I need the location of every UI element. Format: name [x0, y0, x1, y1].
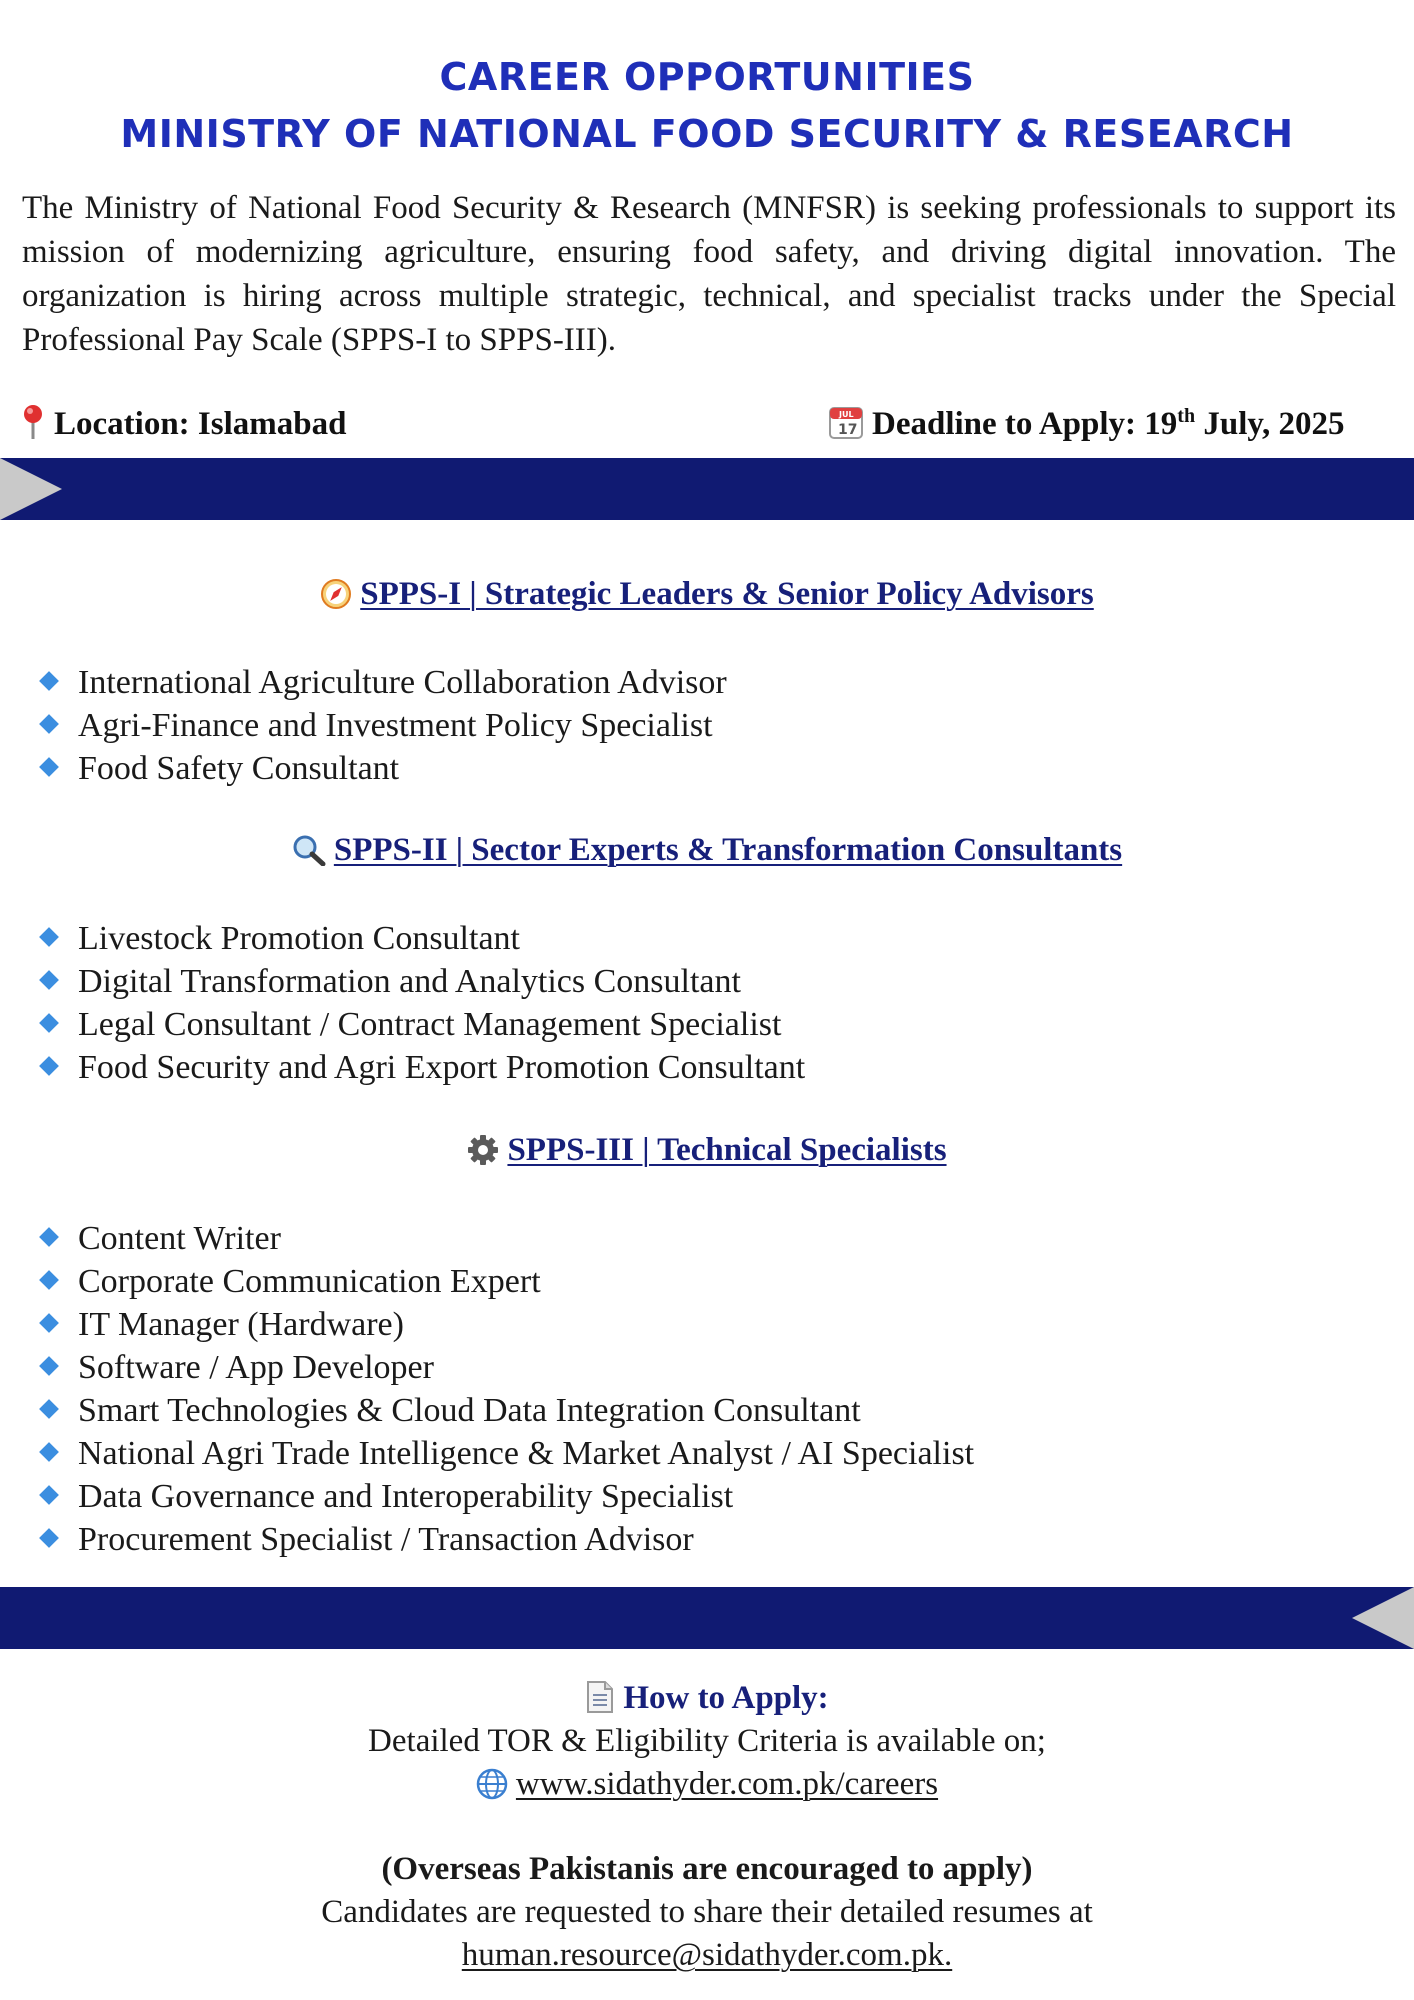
right-arrow-decoration	[1352, 1587, 1414, 1649]
section-heading-text: SPPS-I | Strategic Leaders & Senior Policy Advisors	[360, 576, 1094, 612]
intro-paragraph: The Ministry of National Food Security & Research (MNFSR) is seeking professionals to support its mission of modernizing agriculture, ensuring food safety, and driving digital innovation. The organization is hiring across multiple strategic, technical, and specialist tracks under the Special Professional Pay Scale (SPPS-I to SPPS-III).	[22, 190, 1396, 358]
section-heading-text: SPPS-III | Technical Specialists	[507, 1132, 947, 1168]
diamond-bullet-icon	[39, 1056, 59, 1076]
diamond-bullet-icon	[39, 671, 59, 691]
list-item: IT Manager (Hardware)	[38, 1303, 974, 1346]
spps-3-list	[38, 1217, 974, 1561]
diamond-bullet-icon	[39, 1442, 59, 1462]
list-item: Livestock Promotion Consultant	[38, 917, 805, 960]
pin-icon	[22, 404, 44, 440]
diamond-bullet-icon	[39, 1399, 59, 1419]
left-arrow-decoration	[0, 458, 62, 520]
list-item: Digital Transformation and Analytics Consultant	[38, 960, 805, 1003]
section-heading-spps-1	[0, 576, 1414, 613]
overseas-note: (Overseas Pakistanis are encouraged to apply)	[381, 1851, 1033, 1887]
diamond-bullet-icon	[39, 757, 59, 777]
deadline-prefix: Deadline to Apply: 19	[872, 406, 1178, 442]
tor-text: Detailed TOR & Eligibility Criteria is available on;	[368, 1723, 1046, 1759]
email-line	[0, 1934, 1414, 1977]
diamond-bullet-icon	[39, 1270, 59, 1290]
magnifier-icon	[292, 834, 326, 866]
deadline-rest: July, 2025	[1195, 406, 1345, 442]
gear-icon	[467, 1134, 499, 1166]
page-title-line1: CAREER OPPORTUNITIES	[439, 55, 975, 99]
calendar-day-text: 17	[838, 422, 858, 438]
candidates-text: Candidates are requested to share their detailed resumes at	[321, 1894, 1093, 1930]
deadline-line	[828, 404, 1345, 443]
list-item: Corporate Communication Expert	[38, 1260, 974, 1303]
spps-2-list	[38, 917, 805, 1089]
how-to-apply-heading	[0, 1677, 1414, 1720]
page-title-line2: MINISTRY OF NATIONAL FOOD SECURITY & RESEARCH	[120, 112, 1294, 156]
list-item: Content Writer	[38, 1217, 974, 1260]
compass-icon	[320, 578, 352, 610]
globe-icon	[476, 1768, 508, 1800]
diamond-bullet-icon	[39, 1485, 59, 1505]
section-heading-text: SPPS-II | Sector Experts & Transformation Consultants	[333, 832, 1123, 868]
list-item: Food Security and Agri Export Promotion Consultant	[38, 1046, 805, 1089]
bottom-divider-band	[0, 1587, 1414, 1649]
diamond-bullet-icon	[39, 1528, 59, 1548]
list-item: Legal Consultant / Contract Management Specialist	[38, 1003, 805, 1046]
list-item: Software / App Developer	[38, 1346, 974, 1389]
diamond-bullet-icon	[39, 970, 59, 990]
list-item: Smart Technologies & Cloud Data Integration Consultant	[38, 1389, 974, 1432]
diamond-bullet-icon	[39, 1313, 59, 1333]
list-item: Data Governance and Interoperability Specialist	[38, 1475, 974, 1518]
spps-1-list	[38, 661, 727, 790]
diamond-bullet-icon	[39, 714, 59, 734]
document-icon	[585, 1680, 615, 1714]
calendar-month-text: JUL	[839, 410, 854, 419]
email-link[interactable]: human.resource@sidathyder.com.pk.	[461, 1937, 953, 1973]
calendar-icon	[828, 404, 864, 440]
website-line	[0, 1763, 1414, 1806]
list-item: National Agri Trade Intelligence & Market Analyst / AI Specialist	[38, 1432, 974, 1475]
deadline-suffix: th	[1177, 405, 1196, 427]
list-item: Food Safety Consultant	[38, 747, 727, 790]
list-item: International Agriculture Collaboration Advisor	[38, 661, 727, 704]
location-text: Location: Islamabad	[54, 406, 347, 442]
list-item: Agri-Finance and Investment Policy Specialist	[38, 704, 727, 747]
diamond-bullet-icon	[39, 1227, 59, 1247]
top-divider-band	[0, 458, 1414, 520]
list-item: Procurement Specialist / Transaction Advisor	[38, 1518, 974, 1561]
section-heading-spps-2	[0, 832, 1414, 869]
website-link[interactable]: www.sidathyder.com.pk/careers	[515, 1766, 939, 1802]
how-to-apply-text: How to Apply:	[623, 1680, 829, 1716]
diamond-bullet-icon	[39, 927, 59, 947]
section-heading-spps-3	[0, 1132, 1414, 1169]
diamond-bullet-icon	[39, 1356, 59, 1376]
location-line	[22, 404, 346, 443]
diamond-bullet-icon	[39, 1013, 59, 1033]
